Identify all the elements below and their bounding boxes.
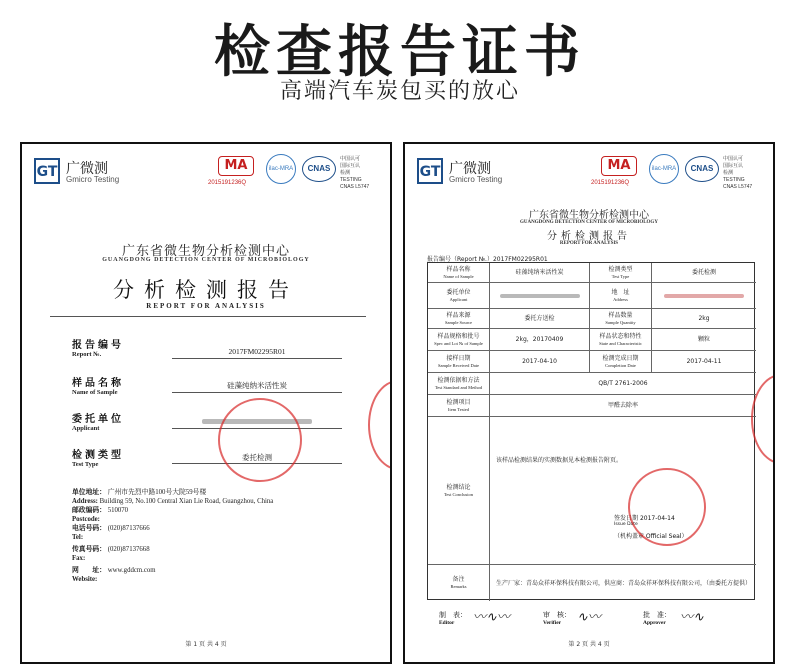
cell-text: 检测完成日期: [602, 354, 639, 362]
table-cell-label: [428, 263, 490, 283]
issue-date: 2017-04-14: [639, 515, 675, 522]
redacted-applicant: [500, 294, 580, 298]
verifier-label-en: Verifier: [543, 620, 562, 626]
field-test-type: [72, 446, 124, 468]
cnas-line: 中国认可: [340, 156, 361, 162]
web-value: www.gddcm.com: [107, 567, 156, 574]
org-name-cn: 广东省微生物分析检测中心: [121, 244, 290, 259]
table-cell-label: [428, 309, 490, 329]
cell-text-en: Sample Quantity: [605, 319, 636, 325]
address-en-label: Address:: [72, 498, 98, 505]
cnas-line: 检测: [340, 170, 351, 176]
company-name-cn: 广微测: [449, 161, 491, 177]
cnas-line: 中国认可: [723, 156, 744, 162]
ilac-mra-badge-icon: ilac-MRA: [266, 154, 296, 184]
cnas-line: TESTING: [340, 177, 362, 183]
cma-badge-icon: MA: [601, 156, 637, 176]
field-report-no: [72, 336, 124, 358]
cell-text-en: Test Type: [611, 273, 630, 279]
table-cell-label: [590, 283, 652, 309]
sample-name-value: 硅藻纯纳米活性炭: [227, 381, 287, 390]
company-name-en: Gmicro Testing: [66, 175, 120, 184]
edge-seal-stamp: [368, 380, 392, 470]
table-cell-label: [590, 329, 652, 351]
company-name-en: Gmicro Testing: [449, 175, 503, 184]
table-cell-value: 甲醛去除率: [490, 395, 756, 417]
cma-badge-icon: MA: [218, 156, 254, 176]
address-cn: 广州市先烈中路100号大院59号楼: [107, 489, 207, 496]
cell-text-en: Address: [613, 296, 628, 302]
cnas-line: 国际互认: [723, 163, 744, 169]
postcode-en-label: Postcode:: [72, 516, 100, 523]
approver-signature: [643, 610, 671, 626]
conclusion-cell: [490, 417, 756, 565]
hero-subtitle: 高端汽车炭包买的放心: [279, 79, 520, 104]
table-cell-value: 2017-04-11: [652, 351, 756, 373]
approver-label: 批 准：: [643, 611, 671, 619]
cell-text-en: Remarks: [450, 584, 467, 589]
cell-text: 检测类型: [608, 265, 633, 273]
table-cell-value: [652, 283, 756, 309]
postcode-label: 邮政编码：: [72, 507, 106, 514]
table-cell-label: [590, 263, 652, 283]
field-label-en: Test Type: [72, 461, 99, 468]
editor-label-en: Editor: [439, 620, 455, 626]
cell-text-en: Test Standard and Method: [434, 384, 483, 390]
table-cell-label: [428, 417, 490, 565]
table-cell-label: [428, 283, 490, 309]
address-en: Building 59, No.100 Central Xian Lie Road, Guangzhou, China: [99, 498, 274, 505]
redacted-address: [664, 294, 744, 298]
cnas-badge-icon: CNAS: [685, 156, 719, 182]
table-cell-label: [428, 565, 490, 601]
cnas-side-text: [723, 156, 773, 191]
cell-text: 检测结论: [446, 483, 471, 491]
official-seal-stamp: [218, 398, 302, 482]
cell-text: 委托单位: [446, 288, 471, 296]
company-name-cn: 广微测: [66, 161, 108, 177]
cell-text: 样品数量: [608, 311, 633, 319]
cma-number: 2015191236Q: [208, 180, 247, 186]
address-block: [72, 488, 273, 584]
editor-handwritten-signature-icon: 〰∿〰: [473, 610, 510, 625]
org-name-en: GUANGDONG DETECTION CENTER OF MICROBIOLOGY: [520, 220, 658, 225]
table-cell-value: 2kg，20170409: [490, 329, 590, 351]
org-name-en: GUANGDONG DETECTION CENTER OF MICROBIOLOGY: [102, 257, 310, 263]
cell-text: 样品来源: [446, 311, 471, 319]
table-cell-value: 硅藻纯纳米活性炭: [490, 263, 590, 283]
fax-en-label: Fax:: [72, 555, 86, 562]
field-label-cn: 报告编号: [72, 340, 124, 351]
test-type-value: 委托检测: [242, 453, 272, 462]
official-seal-stamp: [628, 468, 706, 546]
cnas-line: CNAS L5747: [723, 184, 753, 190]
table-cell-value: 颗粒: [652, 329, 756, 351]
issue-label-en: Issue Date: [614, 522, 638, 527]
report-title-en: REPORT FOR ANALYSIS: [146, 302, 266, 310]
cell-text-en: Sample Source: [444, 319, 473, 325]
title-divider: [50, 316, 366, 317]
cnas-side-text: [340, 156, 390, 191]
verifier-signature: [543, 610, 571, 626]
gmicro-logo-icon: GT: [34, 158, 60, 184]
table-cell-value: QB/T 2761-2006: [490, 373, 756, 395]
table-cell-label: [590, 351, 652, 373]
report-table: [427, 262, 755, 600]
table-cell-value: 委托检测: [652, 263, 756, 283]
cnas-line: 检测: [723, 170, 734, 176]
approver-label-en: Approver: [643, 620, 666, 626]
report-detail-page: [403, 142, 775, 664]
field-sample-name: [72, 374, 124, 396]
fax-label: 传真号码：: [72, 546, 106, 553]
report-title-cn: 分析检测报告: [547, 231, 631, 242]
hero-title: 检查报告证书: [214, 20, 586, 85]
field-label-cn: 样品名称: [72, 378, 124, 389]
table-cell-label: [428, 351, 490, 373]
cell-text-en: Item Tested: [448, 406, 469, 412]
ilac-mra-badge-icon: ilac-MRA: [649, 154, 679, 184]
org-name-cn: 广东省微生物分析检测中心: [529, 210, 649, 221]
tel-en-label: Tel:: [72, 534, 84, 541]
cnas-line: TESTING: [723, 177, 745, 183]
field-applicant: [72, 410, 124, 432]
tel-value: (020)87137666: [107, 525, 150, 532]
table-cell-label: [428, 395, 490, 417]
field-label-en: Report №.: [72, 351, 102, 358]
page-number: 第 2 页 共 4 页: [568, 641, 610, 648]
table-cell-value: 2kg: [652, 309, 756, 329]
report-cover-page: [20, 142, 392, 664]
underline: [172, 358, 342, 359]
cell-text: 地 址: [611, 288, 630, 296]
table-cell-value: 2017-04-10: [490, 351, 590, 373]
underline: [172, 392, 342, 393]
cell-text-en: Sample Received Date: [438, 362, 479, 368]
cell-text-en: Name of Sample: [443, 273, 474, 279]
postcode-value: 510070: [107, 507, 129, 514]
approver-handwritten-signature-icon: 〰∿: [680, 610, 704, 625]
verifier-label: 审 核：: [543, 611, 571, 619]
cell-text-en: Completion Date: [605, 362, 636, 368]
editor-signature: [439, 610, 467, 626]
cell-text: 样品规格和批号: [437, 332, 480, 340]
cnas-badge-icon: CNAS: [302, 156, 336, 182]
report-title-en: REPORT FOR ANALYSIS: [559, 241, 619, 246]
gmicro-logo-icon: GT: [417, 158, 443, 184]
verifier-handwritten-signature-icon: ∿〰: [577, 610, 601, 625]
cell-text: 样品状态和特性: [599, 332, 642, 340]
report-no-value: 2017FM02295R01: [228, 347, 286, 356]
table-cell-label: [428, 329, 490, 351]
table-cell-label: [428, 373, 490, 395]
table-cell-value: 生产厂家：青岛众祥环保科技有限公司，供应商：青岛众祥环保科技有限公司，（由委托方提供）: [496, 579, 752, 587]
web-label: 网 址：: [72, 567, 106, 574]
table-cell-value: 委托方送检: [490, 309, 590, 329]
cnas-line: 国际互认: [340, 163, 361, 169]
web-en-label: Website:: [72, 576, 98, 583]
issue-label: 签发日期: [614, 515, 639, 522]
field-label-en: Name of Sample: [72, 389, 118, 396]
field-label-cn: 委托单位: [72, 414, 124, 425]
cell-text: 检测依据和方法: [437, 376, 480, 384]
page-number: 第 1 页 共 4 页: [185, 641, 227, 648]
cell-text: 接样日期: [446, 354, 471, 362]
cell-text-en: Test Conclusion: [443, 491, 474, 497]
official-seal-label: （机构盖章 Official Seal）: [614, 533, 688, 540]
table-cell-label: [590, 309, 652, 329]
tel-label: 电话号码：: [72, 525, 106, 532]
cell-text: 检测项目: [446, 398, 471, 406]
cell-text-en: Applicant: [449, 296, 468, 302]
fax-value: (020)87137668: [107, 546, 150, 553]
field-label-en: Applicant: [72, 425, 100, 432]
cell-text-en: Spec and Lot № of Sample: [434, 340, 483, 346]
cell-text: 样品名称: [446, 265, 471, 273]
conclusion-text: 该样品检测结果的实测数据见本检测报告附页。: [496, 457, 623, 464]
cell-text-en: State and Characteristic: [599, 340, 642, 346]
table-cell-value: [490, 283, 590, 309]
cma-number: 2015191236Q: [591, 180, 630, 186]
field-label-cn: 检测类型: [72, 450, 124, 461]
report-number: 报告编号（Report №.）2017FM02295R01: [427, 256, 548, 263]
cnas-line: CNAS L5747: [340, 184, 370, 190]
editor-label: 制 表：: [439, 611, 467, 619]
cell-text: 备注: [452, 576, 465, 583]
address-label: 单位地址：: [72, 489, 106, 496]
report-title-cn: 分析检测报告: [113, 278, 299, 302]
